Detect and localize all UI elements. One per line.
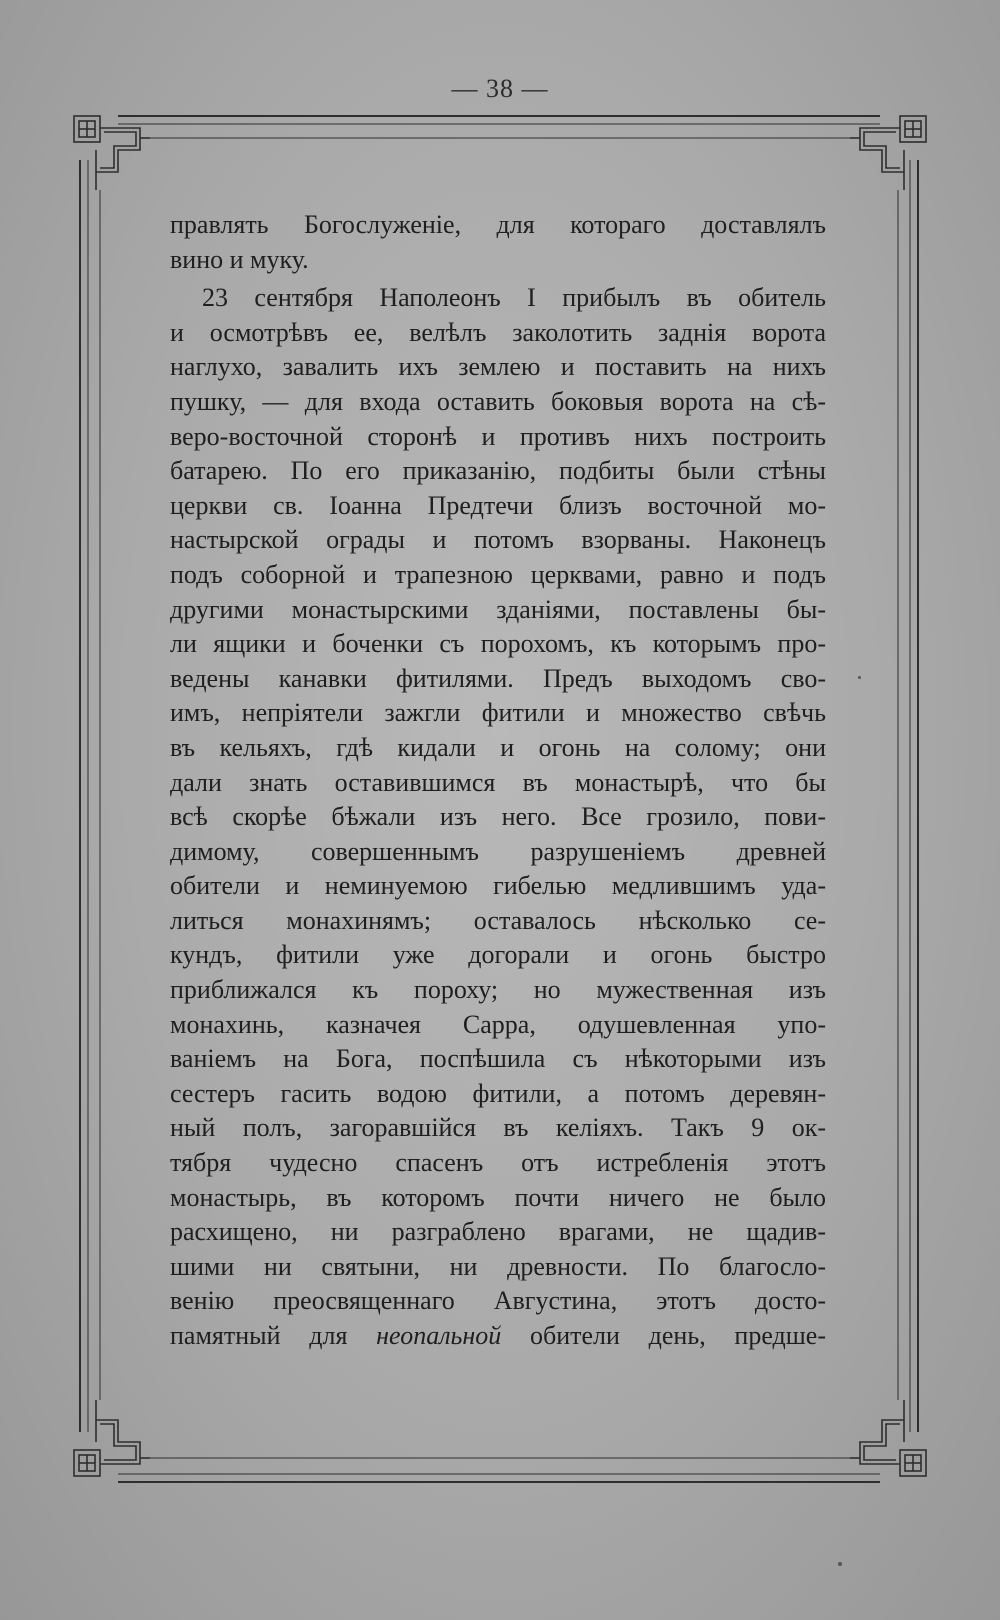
text-line: имъ, непріятели зажгли фитили и множество свѣчь xyxy=(170,698,826,728)
text-line: правлять Богослуженіе, для котораго доставлялъ xyxy=(170,210,826,239)
text-line: подъ соборной и трапезною церквами, равно и подъ xyxy=(170,559,826,589)
text-line: настырской ограды и потомъ взорваны. Наконецъ xyxy=(170,525,826,555)
text-line: расхищено, ни разграблено врагами, не щадив- xyxy=(170,1217,826,1247)
text-line: кундъ, фитили уже догорали и огонь быстро xyxy=(170,940,826,970)
text-line: пушку, — для входа оставить боковыя ворота на сѣ- xyxy=(170,386,826,416)
page-number: — 38 — xyxy=(451,74,549,103)
final-line-end: обители день, предше- xyxy=(501,1321,826,1350)
text-line: ведены канавки фитилями. Предъ выходомъ сво- xyxy=(170,663,826,693)
page-body-text xyxy=(170,208,826,1354)
text-line: наглухо, завалить ихъ землею и поставить на нихъ xyxy=(170,352,826,382)
text-line-final xyxy=(170,1319,826,1354)
text-line: въ кельяхъ, гдѣ кидали и огонь на солому; они xyxy=(170,732,826,762)
corner-ornament-top-right xyxy=(850,116,926,190)
text-line: церкви св. Іоанна Предтечи близъ восточной мо- xyxy=(170,490,826,520)
text-line: монахинь, казначея Сарра, одушевленная упо- xyxy=(170,1009,826,1039)
text-line: ный полъ, загоравшійся въ келіяхъ. Такъ 9 ок- xyxy=(170,1113,826,1143)
text-line: другими монастырскими зданіями, поставлены бы- xyxy=(170,594,826,624)
text-line: приближался къ пороху; но мужественная изъ xyxy=(170,975,826,1005)
text-line: монастырь, въ которомъ почти ничего не было xyxy=(170,1182,826,1212)
text-line: шими ни святыни, ни древности. По благосло- xyxy=(170,1251,826,1281)
text-line: димому, совершеннымъ разрушеніемъ древней xyxy=(170,836,826,866)
text-line: батарею. По его приказанію, подбиты были стѣны xyxy=(170,456,826,486)
text-line: веро-восточной сторонѣ и противъ нихъ построить xyxy=(170,421,826,451)
text-line: и осмотрѣвъ ее, велѣлъ заколотить заднія ворота xyxy=(170,317,826,347)
text-line: обители и неминуемою гибелью медлившимъ уда- xyxy=(170,871,826,901)
text-line: дали знать оставившимся въ монастырѣ, что бы xyxy=(170,767,826,797)
text-line: вино и муку. xyxy=(170,244,309,274)
text-line: ваніемъ на Бога, поспѣшила съ нѣкоторыми изъ xyxy=(170,1044,826,1074)
paper-speck xyxy=(838,1562,842,1566)
emphasized-word: неопальной xyxy=(376,1321,502,1350)
text-line: тября чудесно спасенъ отъ истребленія этотъ xyxy=(170,1148,826,1178)
text-line: венію преосвященнаго Августина, этотъ досто- xyxy=(170,1286,826,1316)
paper-speck xyxy=(858,676,861,679)
text-line: литься монахинямъ; оставалось нѣсколько се- xyxy=(170,905,826,935)
text-line: ли ящики и боченки съ порохомъ, къ которымъ про- xyxy=(170,629,826,659)
text-line: всѣ скорѣе бѣжали изъ него. Все грозило, пови- xyxy=(170,802,826,832)
text-line: 23 сентября Наполеонъ I прибылъ въ обитель xyxy=(202,283,826,313)
text-line: сестеръ гасить водою фитили, а потомъ деревян- xyxy=(170,1078,826,1108)
corner-ornament-bottom-left xyxy=(74,1400,150,1476)
final-line-start: памятный для xyxy=(170,1321,377,1350)
corner-ornament-bottom-right xyxy=(850,1400,926,1476)
corner-ornament-top-left xyxy=(74,116,150,190)
